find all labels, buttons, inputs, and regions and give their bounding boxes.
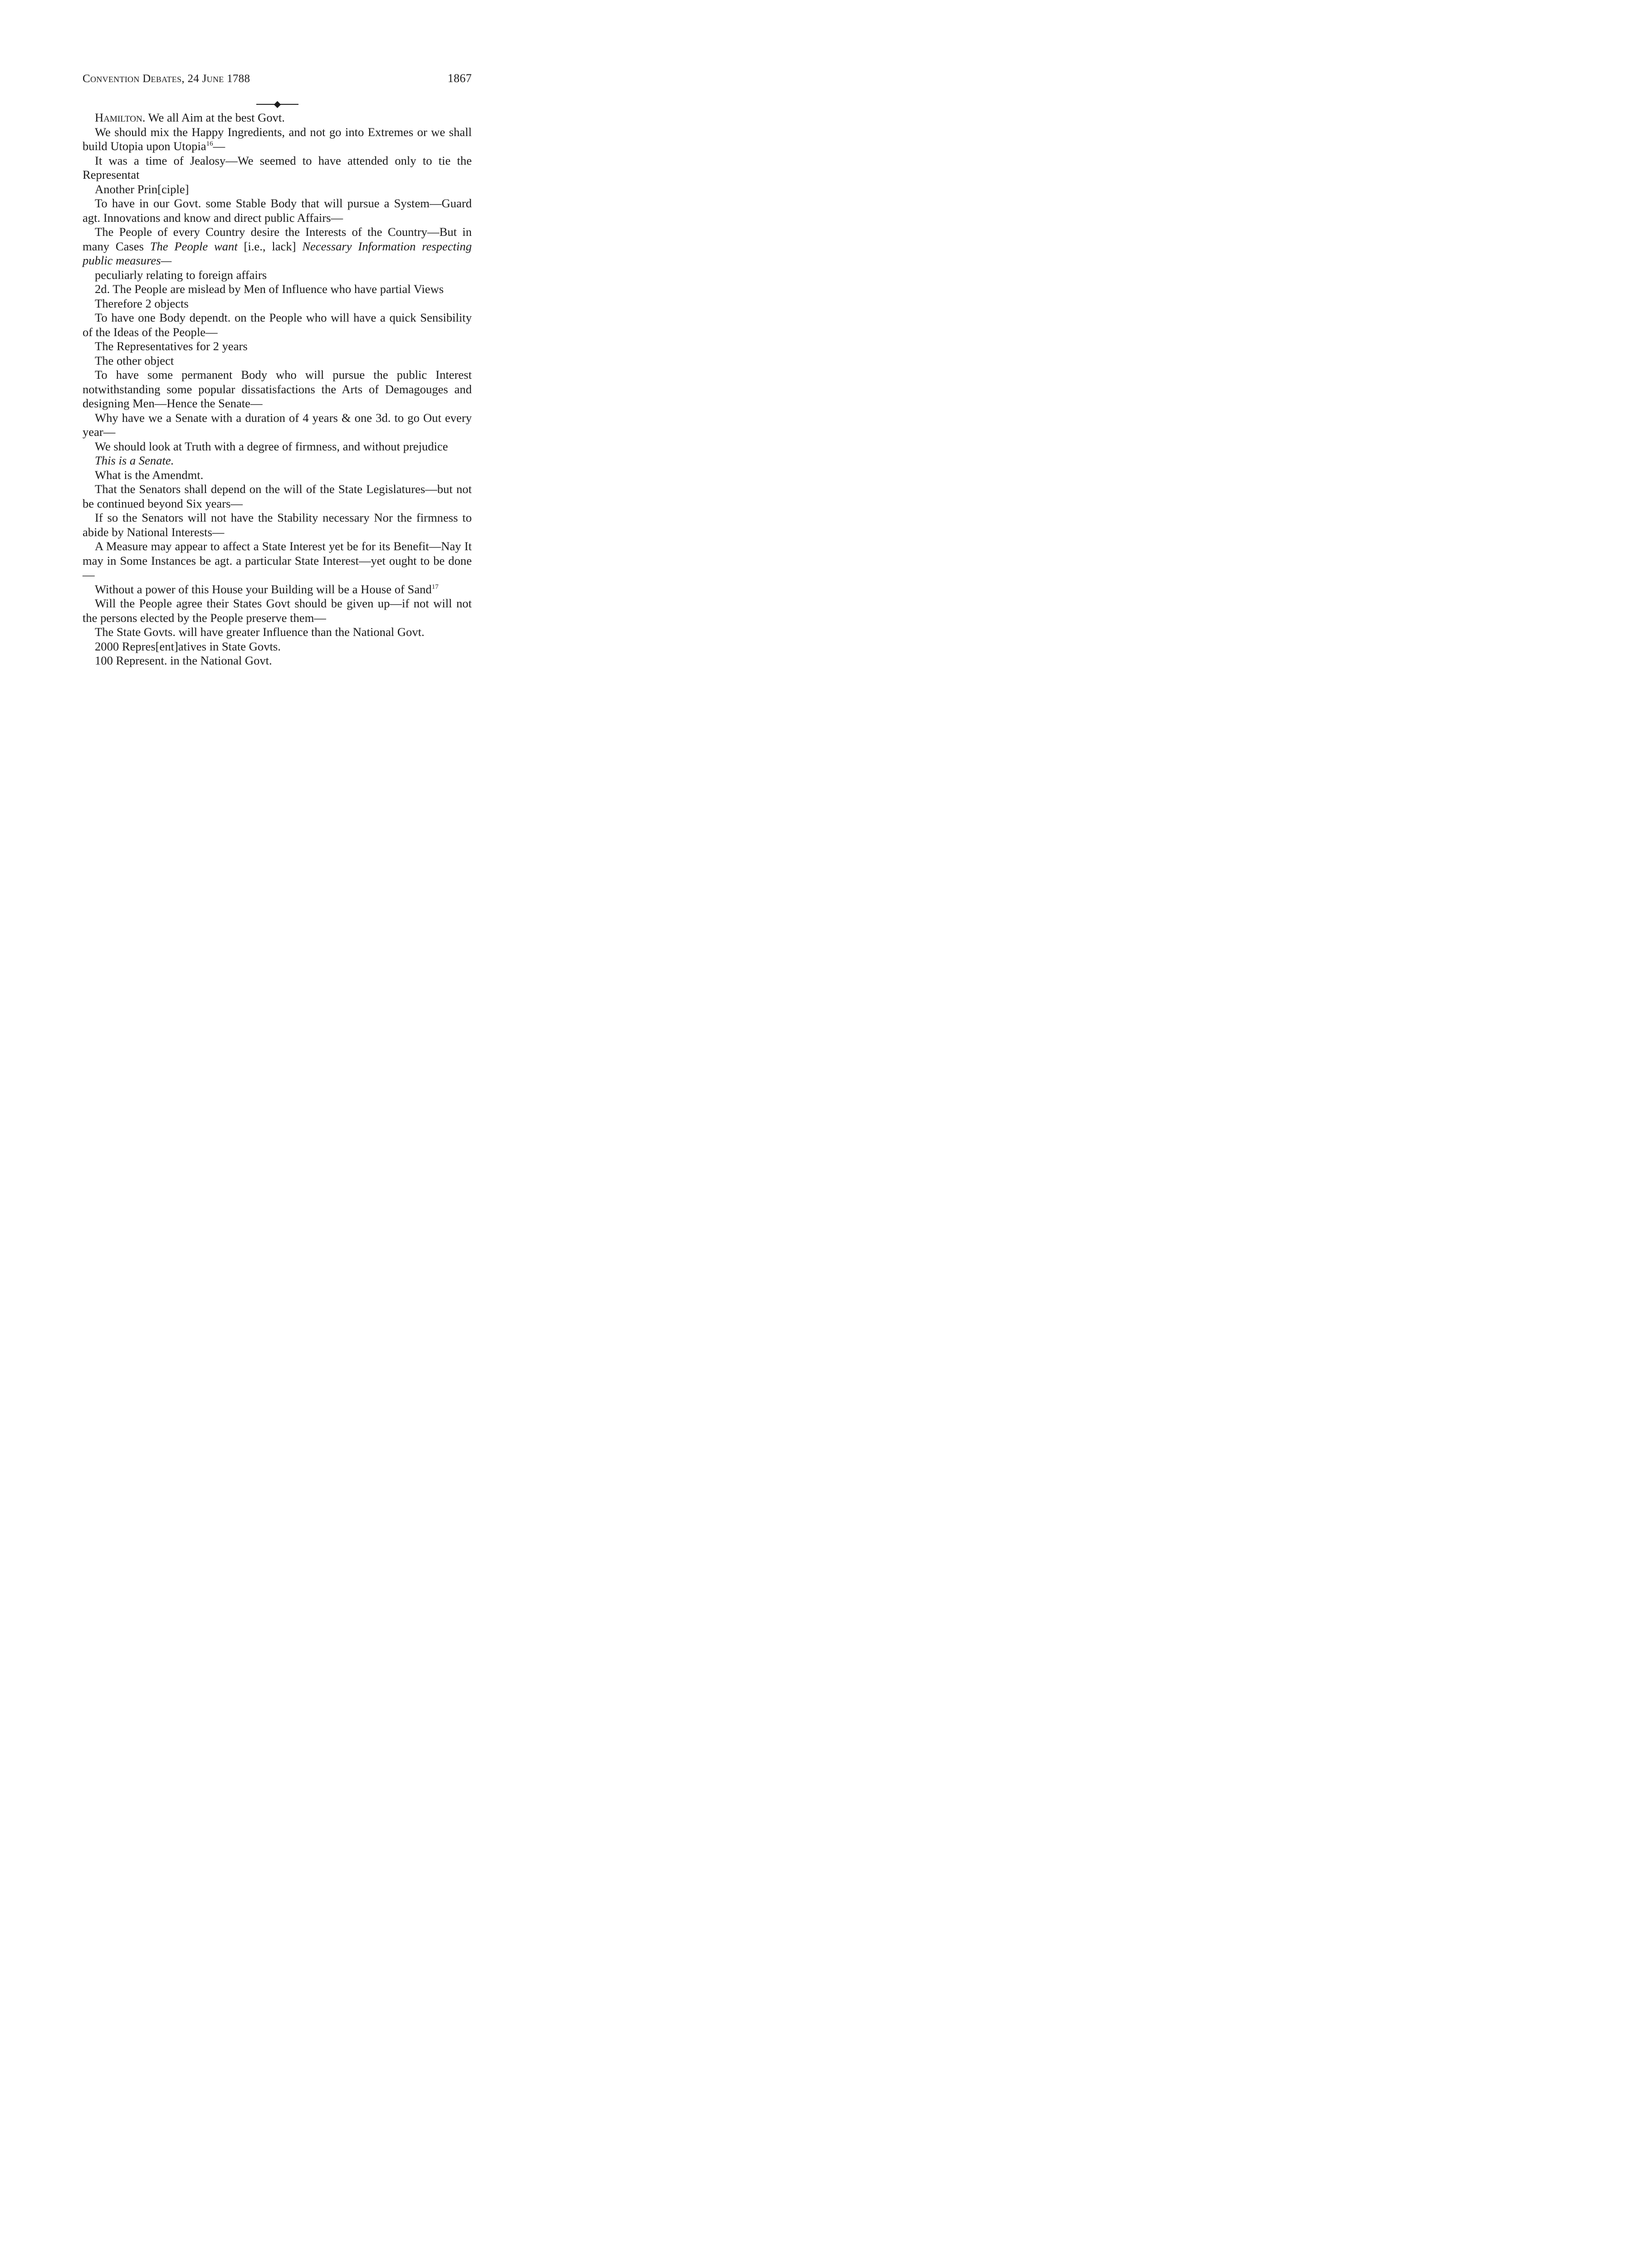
page-number: 1867 — [447, 72, 472, 85]
paragraph — [83, 511, 472, 539]
paragraph-text: If so the Senators will not have the Stability necessary Nor the firmness to abide by National Interests— — [83, 511, 472, 539]
paragraph-text: We should mix the Happy Ingredients, and not go into Extremes or we shall build Utopia upon Utopia — [83, 125, 472, 153]
paragraph-text: 2d. The People are mislead by Men of Influence who have partial Views — [95, 282, 444, 296]
paragraph-text: peculiarly relating to foreign affairs — [95, 268, 267, 282]
running-head — [83, 72, 472, 86]
paragraph-text: We should look at Truth with a degree of firmness, and without prejudice — [95, 439, 448, 453]
paragraph-text: 2000 Repres[ent]atives in State Govts. — [95, 639, 281, 653]
section-ornament — [83, 101, 472, 108]
paragraph-text: Therefore 2 objects — [95, 296, 189, 310]
paragraph — [83, 196, 472, 225]
paragraph-text: It was a time of Jealosy—We seemed to have attended only to tie the Representat — [83, 153, 472, 181]
document-page — [83, 72, 472, 668]
running-head-title: Convention Debates, 24 June 1788 — [83, 73, 250, 85]
paragraph-hamilton-opening — [83, 111, 472, 125]
paragraph-text: The other object — [95, 353, 174, 367]
paragraph-text: To have some permanent Body who will pursue the public Interest notwithstanding some popular dissatisfactions the Arts of Demagouges and designing Men—Hence the Senate— — [83, 368, 472, 410]
paragraph-text: That the Senators shall depend on the will of the State Legislatures—but not be continued beyond Six years— — [83, 482, 472, 510]
italic-phrase: The People want — [150, 239, 238, 253]
paragraph — [83, 468, 472, 483]
paragraph — [83, 411, 472, 440]
paragraph-text: The People of every Country desire the Interests of the Country—But in many Cases — [83, 225, 472, 253]
debate-notes — [83, 111, 472, 668]
paragraph-text: To have one Body dependt. on the People who will have a quick Sensibility of the Ideas of the People— — [83, 311, 472, 339]
paragraph-text: 100 Represent. in the National Govt. — [95, 654, 272, 667]
paragraph — [83, 297, 472, 311]
paragraph-text: What is the Amendmt. — [95, 468, 204, 482]
paragraph — [83, 640, 472, 654]
paragraph-text: We all Aim at the best Govt. — [145, 111, 285, 124]
paragraph-italic — [83, 454, 472, 468]
italic-phrase: This is a Senate. — [95, 454, 174, 467]
paragraph-text: To have in our Govt. some Stable Body that will pursue a System—Guard agt. Innovations and know and direct public Affairs— — [83, 196, 472, 225]
footnote-reference: 16 — [206, 140, 213, 147]
paragraph — [83, 339, 472, 354]
paragraph — [83, 282, 472, 297]
paragraph — [83, 268, 472, 283]
paragraph — [83, 368, 472, 411]
paragraph-text: Why have we a Senate with a duration of 4 years & one 3d. to go Out every year— — [83, 411, 472, 439]
paragraph-text: The Representatives for 2 years — [95, 339, 248, 353]
paragraph — [83, 182, 472, 197]
paragraph — [83, 354, 472, 368]
paragraph — [83, 440, 472, 454]
paragraph — [83, 654, 472, 668]
footnote-reference: 17 — [431, 583, 439, 591]
paragraph-text: Another Prin[ciple] — [95, 182, 189, 196]
paragraph — [83, 625, 472, 640]
speaker-name: Hamilton. — [95, 111, 146, 124]
paragraph-text-mid: [i.e., lack] — [237, 239, 303, 253]
paragraph-text: Without a power of this House your Building will be a House of Sand — [95, 582, 432, 596]
paragraph — [83, 482, 472, 511]
paragraph-text: Will the People agree their States Govt should be given up—if not will not the persons elected by the People preserve them— — [83, 596, 472, 625]
paragraph — [83, 154, 472, 182]
paragraph-text-tail: — — [213, 139, 225, 153]
diamond-icon — [274, 101, 281, 108]
paragraph-text: A Measure may appear to affect a State Interest yet be for its Benefit—Nay It may in Some Instances be agt. a particular State Interest—yet ought to be done— — [83, 539, 472, 582]
paragraph — [83, 311, 472, 339]
paragraph — [83, 539, 472, 582]
paragraph — [83, 582, 472, 597]
paragraph-text: The State Govts. will have greater Influence than the National Govt. — [95, 625, 425, 639]
italic-phrase: Necessary Information respecting public measures— — [83, 239, 472, 267]
paragraph — [83, 125, 472, 154]
paragraph — [83, 225, 472, 268]
paragraph — [83, 596, 472, 625]
